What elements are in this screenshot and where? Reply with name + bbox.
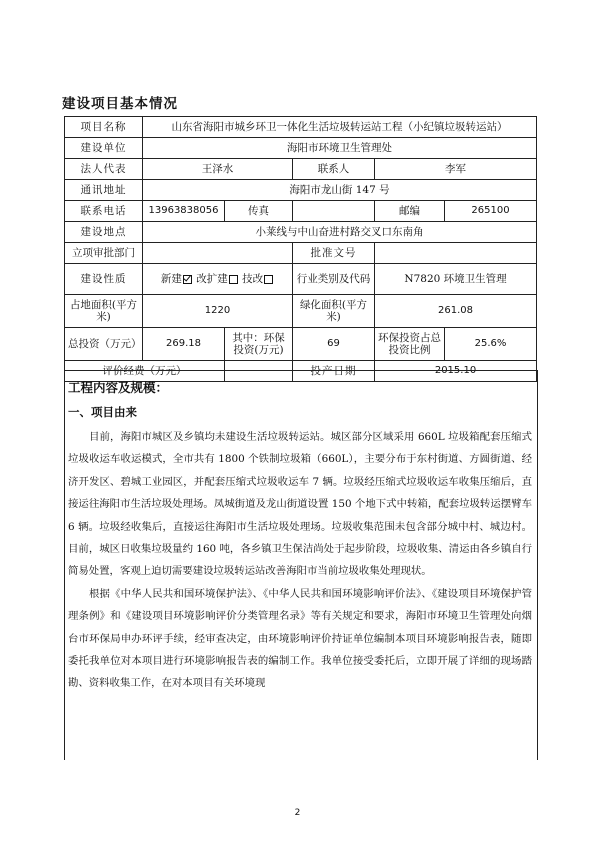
table-row	[65, 243, 537, 264]
content-heading: 工程内容及规模：	[68, 380, 169, 395]
postcode-label: 邮编	[375, 201, 445, 222]
nature-expand-label: 改扩建	[196, 273, 228, 285]
approval-no-label: 批准文号	[293, 243, 375, 264]
project-name-value: 山东省海阳市城乡环卫一体化生活垃圾转运站工程（小纪镇垃圾转运站）	[143, 117, 537, 138]
fax-label: 传真	[225, 201, 293, 222]
address-value: 海阳市龙山街 147 号	[143, 180, 537, 201]
paragraph: 目前，海阳市城区及乡镇均未建设生活垃圾转运站。城区部分区域采用 660L 垃圾箱配套压缩式垃圾收运车收运模式，全市共有 1800 个铁制垃圾箱（660L），主要分布于东村街道、方圆街道、经济开发区、碧城工业园区，并配套压缩式垃圾收运车 7 辆。垃圾经压缩式垃圾收运车收集压缩后，直接运往海阳市生活垃圾处理场。凤城街道及龙山街道设置 150 个地下式中转箱，配套垃圾转运摆臂车 6 辆。垃圾经收集后，直接运往海阳市生活垃圾处理场。垃圾收集范围未包含部分城中村、城边村。目前，城区日收集垃圾量约 160 吨，各乡镇卫生保洁尚处于起步阶段，垃圾收集、清运由各乡镇自行简易处置，客观上迫切需要建设垃圾转运站改善海阳市当前垃圾收集处理现状。	[68, 431, 532, 578]
legal-rep-value: 王泽水	[143, 159, 293, 180]
builder-value: 海阳市环境卫生管理处	[143, 138, 537, 159]
green-area-value: 261.08	[375, 295, 537, 328]
env-invest-value: 69	[293, 328, 375, 361]
nature-new-label: 新建	[160, 273, 182, 285]
legal-rep-label: 法人代表	[65, 159, 143, 180]
contact-value: 李军	[375, 159, 537, 180]
approval-dept-label: 立项审批部门	[65, 243, 143, 264]
builder-label: 建设单位	[65, 138, 143, 159]
table-row	[65, 117, 537, 138]
total-invest-label: 总投资（万元）	[65, 328, 143, 361]
table-row	[65, 264, 537, 295]
phone-value: 13963838056	[143, 201, 225, 222]
area-value: 1220	[143, 295, 293, 328]
env-ratio-label: 环保投资占总投资比例	[375, 328, 445, 361]
checkbox-icon	[229, 275, 238, 284]
eval-fee-label: 评价经费（万元）	[65, 361, 225, 382]
basic-info-table	[64, 116, 537, 382]
table-row	[65, 159, 537, 180]
table-row	[65, 138, 537, 159]
start-date-value: 2015.10	[375, 361, 537, 382]
approval-no-value	[375, 243, 537, 264]
env-invest-label: 其中：环保投资(万元)	[225, 328, 293, 361]
industry-value: N7820 环境卫生管理	[375, 264, 537, 295]
location-label: 建设地点	[65, 222, 143, 243]
checked-checkbox-icon	[183, 275, 192, 284]
area-label: 占地面积(平方米)	[65, 295, 143, 328]
table-row	[65, 295, 537, 328]
project-name-label: 项目名称	[65, 117, 143, 138]
approval-dept-value	[143, 243, 293, 264]
section-title: 建设项目基本情况	[62, 96, 178, 112]
nature-tech-label: 技改	[242, 273, 264, 285]
table-row	[65, 328, 537, 361]
address-label: 通讯地址	[65, 180, 143, 201]
page-number: 2	[294, 808, 301, 818]
table-row	[65, 201, 537, 222]
nature-label: 建设性质	[65, 264, 143, 295]
table-row	[65, 180, 537, 201]
content-subheading: 一、项目由来	[68, 405, 137, 419]
postcode-value: 265100	[445, 201, 537, 222]
industry-label: 行业类别及代码	[293, 264, 375, 295]
green-area-label: 绿化面积(平方米)	[293, 295, 375, 328]
env-ratio-value: 25.6%	[445, 328, 537, 361]
content-body	[68, 426, 532, 695]
total-invest-value: 269.18	[143, 328, 225, 361]
contact-label: 联系人	[293, 159, 375, 180]
table-row	[65, 222, 537, 243]
location-value: 小莱线与中山奋进村路交叉口东南角	[143, 222, 537, 243]
fax-value	[293, 201, 375, 222]
start-date-label: 投产日期	[293, 361, 375, 382]
phone-label: 联系电话	[65, 201, 143, 222]
paragraph: 根据《中华人民共和国环境保护法》、《中华人民共和国环境影响评价法》、《建设项目环境保护管理条例》和《建设项目环境影响评价分类管理名录》等有关规定和要求，海阳市环境卫生管理处向烟台市环保局申办环评手续，经审查决定，由环境影响评价持证单位编制本项目环境影响报告表，随即委托我单位对本项目进行环境影响报告表的编制工作。我单位接受委托后，立即开展了详细的现场踏勘、资料收集工作，在对本项目有关环境现	[68, 587, 532, 690]
checkbox-icon	[264, 275, 273, 284]
nature-options	[143, 264, 293, 295]
